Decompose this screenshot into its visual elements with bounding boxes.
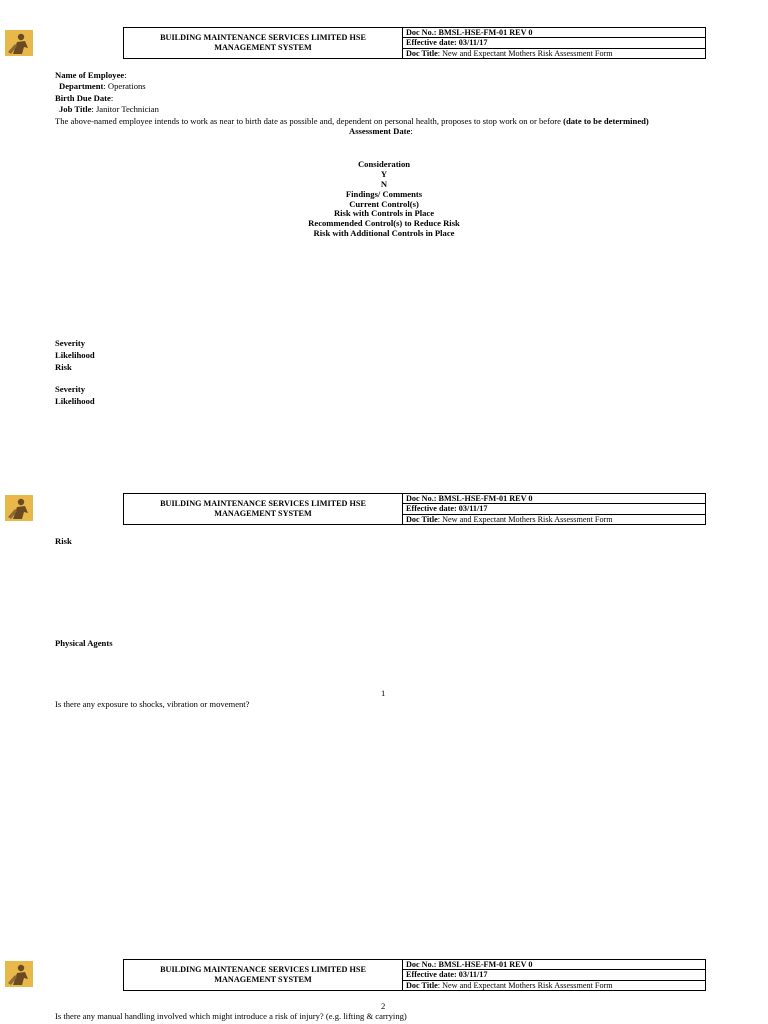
rating-likelihood-2: Likelihood	[55, 396, 95, 406]
col-yes: Y	[380, 168, 388, 179]
employee-name-label: Name of Employee	[55, 70, 125, 80]
effective-date-label: Effective date:	[406, 504, 457, 514]
assessment-date-colon: :	[410, 126, 413, 136]
col-recommended-controls: Recommended Control(s) to Reduce Risk	[308, 218, 460, 229]
rating-severity-2: Severity	[55, 384, 86, 394]
company-title	[124, 960, 403, 991]
effective-date-value: 03/11/17	[458, 970, 488, 980]
effective-date-cell	[403, 38, 706, 48]
department-label: Department	[59, 81, 104, 91]
effective-date-cell	[403, 970, 706, 980]
job-title-label: Job Title	[59, 104, 92, 114]
statement-bold-text: (date to be determined)	[563, 116, 649, 126]
birth-due-colon: :	[110, 93, 114, 103]
doc-number-cell	[403, 960, 706, 970]
company-title-line1: BUILDING MAINTENANCE SERVICES LIMITED HSE	[160, 965, 366, 975]
doc-number-label: Doc No.:	[406, 960, 437, 969]
company-title-line2: MANAGEMENT SYSTEM	[214, 975, 312, 985]
job-title-line	[59, 105, 159, 115]
col-findings: Findings/ Comments	[345, 188, 423, 199]
doc-number-cell	[403, 494, 706, 504]
assessment-date-label: Assessment Date	[349, 126, 411, 136]
job-title-value: : Janitor Technician	[91, 104, 159, 114]
col-current-controls: Current Control(s)	[349, 198, 419, 209]
effective-date-label: Effective date:	[406, 970, 457, 980]
doc-title-cell	[403, 514, 706, 524]
effective-date-cell	[403, 504, 706, 514]
document-header	[123, 493, 706, 525]
company-title	[124, 494, 403, 525]
doc-number-value: BMSL-HSE-FM-01 REV 0	[438, 494, 533, 503]
document-header	[123, 27, 706, 59]
doc-title-value: : New and Expectant Mothers Risk Assessment Form	[437, 514, 613, 524]
company-logo-icon	[5, 30, 33, 56]
col-risk-with-controls: Risk with Controls in Place	[333, 208, 435, 219]
birth-due-label: Birth Due Date	[55, 93, 111, 103]
question-shocks-vibration: Is there any exposure to shocks, vibration or movement?	[55, 699, 250, 709]
question-manual-handling: Is there any manual handling involved which might introduce a risk of injury? (e.g. lifting & carrying)	[55, 1011, 407, 1021]
column-headings	[0, 160, 768, 239]
doc-title-value: : New and Expectant Mothers Risk Assessment Form	[437, 48, 613, 58]
company-logo-icon	[5, 495, 33, 521]
doc-title-value: : New and Expectant Mothers Risk Assessment Form	[437, 980, 613, 990]
company-title-line2: MANAGEMENT SYSTEM	[214, 509, 312, 519]
employee-name-line	[55, 71, 127, 81]
col-no: N	[380, 178, 388, 189]
doc-title-cell	[403, 980, 706, 990]
doc-number-label: Doc No.:	[406, 494, 437, 503]
statement-text: The above-named employee intends to work as near to birth date as possible and, dependent on personal health, proposes to stop work on or before	[55, 116, 564, 126]
rating-likelihood-1: Likelihood	[55, 350, 95, 360]
department-line	[59, 82, 146, 92]
col-consideration: Consideration	[357, 159, 411, 169]
doc-number-value: BMSL-HSE-FM-01 REV 0	[438, 960, 533, 969]
page-number: 1	[381, 688, 386, 698]
doc-number-label: Doc No.:	[406, 28, 437, 37]
col-risk-additional-controls: Risk with Additional Controls in Place	[313, 228, 455, 239]
doc-title-label: Doc Title	[406, 48, 438, 58]
birth-due-line	[55, 94, 113, 104]
company-logo-icon	[5, 961, 33, 987]
section-physical-agents: Physical Agents	[55, 638, 113, 648]
company-title-line1: BUILDING MAINTENANCE SERVICES LIMITED HSE	[160, 33, 366, 43]
rating-risk-page2: Risk	[55, 536, 72, 546]
document-header	[123, 959, 706, 991]
assessment-date-line	[349, 127, 413, 137]
rating-risk-1: Risk	[55, 362, 72, 372]
doc-title-label: Doc Title	[406, 980, 438, 990]
company-title-line2: MANAGEMENT SYSTEM	[214, 43, 312, 53]
department-value: : Operations	[103, 81, 146, 91]
rating-severity-1: Severity	[55, 338, 86, 348]
doc-title-label: Doc Title	[406, 514, 438, 524]
doc-title-cell	[403, 48, 706, 58]
doc-number-value: BMSL-HSE-FM-01 REV 0	[438, 28, 533, 37]
employee-name-colon: :	[124, 70, 127, 80]
effective-date-value: 03/11/17	[458, 38, 488, 48]
effective-date-value: 03/11/17	[458, 504, 488, 514]
effective-date-label: Effective date:	[406, 38, 457, 48]
company-title-line1: BUILDING MAINTENANCE SERVICES LIMITED HSE	[160, 499, 366, 509]
doc-number-cell	[403, 28, 706, 38]
page-number: 2	[381, 1001, 386, 1011]
company-title	[124, 28, 403, 59]
